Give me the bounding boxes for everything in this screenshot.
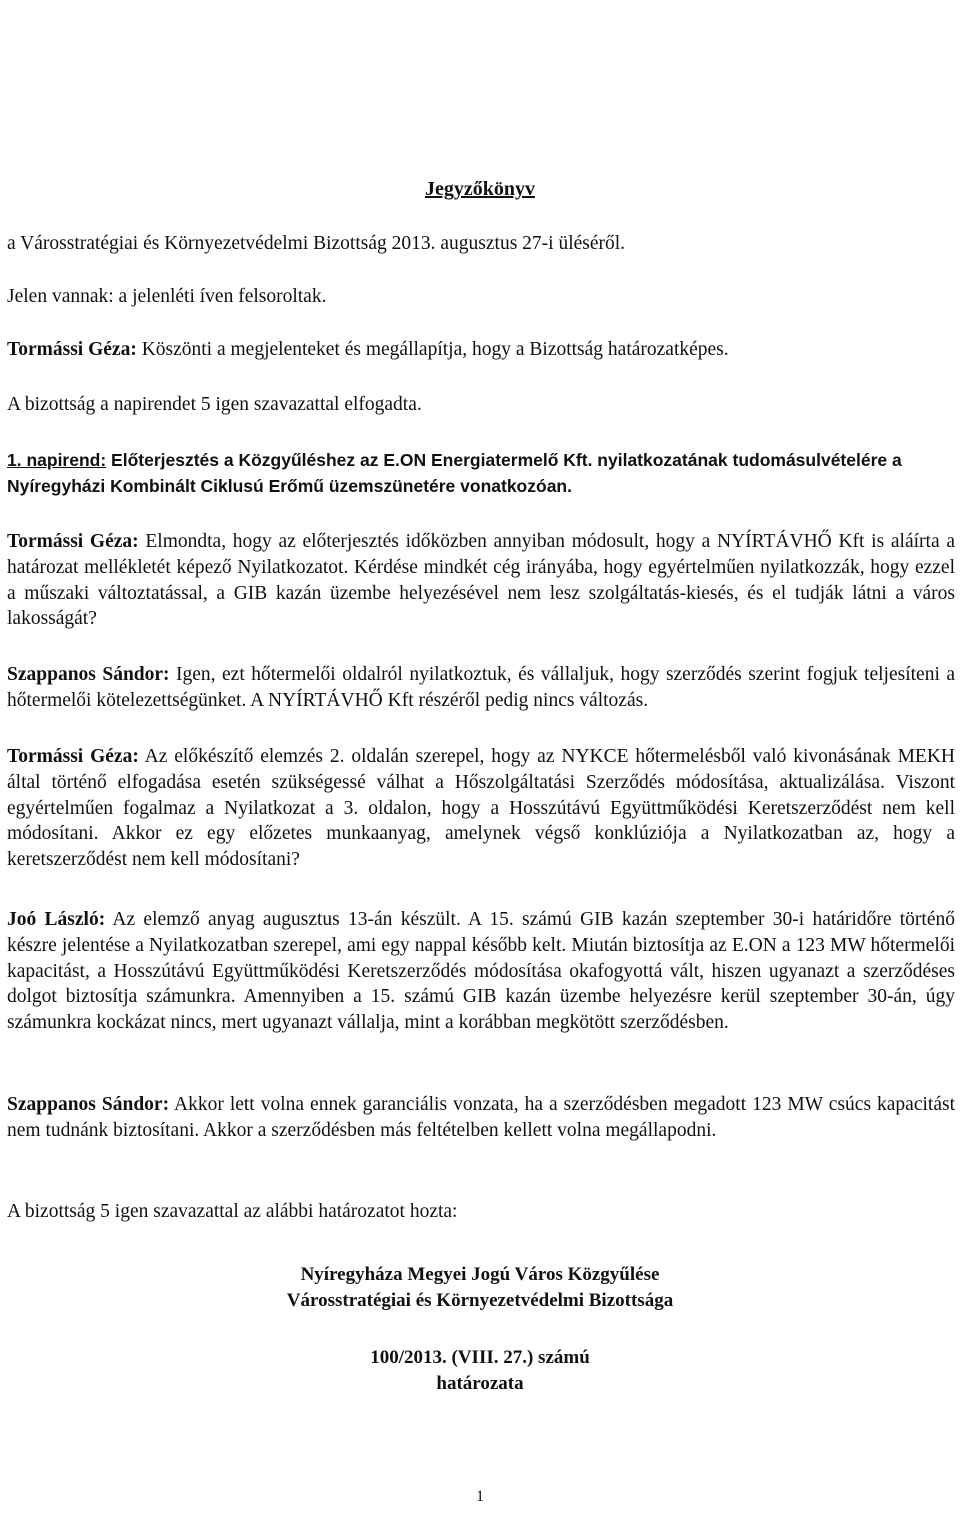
statement-text: Elmondta, hogy az előterjesztés időközben annyiban módosult, hogy a NYÍRTÁVHŐ Kft is aláírta a határozat mellékletét képező Nyilatkozatot. Kérdése mindkét cég irányába, hogy egyértelműen nyilatkozzák, hogy ezzel a műszaki változtatással, a GIB kazán üzembe helyezésével nem lesz szolgáltatás-kiesés, és el tudják látni a város lakosságát? [7,531,955,630]
opening-statement [7,338,729,362]
speaker-name: Joó László: [7,909,106,930]
statement-text: Igen, ezt hőtermelői oldalról nyilatkoztuk, és vállaljuk, hogy szerződés szerint fogjuk teljesíteni a hőtermelői kötelezettségünket. A NYÍRTÁVHŐ Kft részéről pedig nincs változás. [7,664,955,711]
statement-paragraph [7,662,955,714]
statement-text: Az előkészítő elemzés 2. oldalán szerepel, hogy az NYKCE hőtermelésből való kivonásának MEKH által történő elfogadása esetén szükségessé válhat a Hőszolgáltatási Szerződés módosítása, aktualizálása. Viszont egyértelműen fogalmaz a Nyilatkozat a 3. oldalon, hogy a Hosszútávú Együttműködési Keretszerződést nem kell módosítani. Akkor ez egy előzetes munkaanyag, amelynek végső konklúziója a Nyilatkozatban az, hogy a keretszerződést nem kell módosítani? [7,746,955,871]
statement-text: Köszönti a megjelenteket és megállapítja, hogy a Bizottság határozatképes. [136,339,729,360]
issuing-body-line-2: Városstratégiai és Környezetvédelmi Bizottsága [286,1289,674,1311]
speaker-name: Tormássi Géza: [7,531,139,552]
statement-text: Az elemző anyag augusztus 13-án készült. A 15. számú GIB kazán szeptember 30-i határidőre történő készre jelentése a Nyilatkozatban szerepel, ami egy nappal később kelt. Miután biztosítja az E.ON a 123 MW hőtermelői kapacitást, a Hosszútávú Együttműködési Keretszerződés módosítása okafogyottá vált, hiszen ugyanazt a szerződéses dolgot biztosítja számunkra. Amennyiben a 15. számú GIB kazán üzembe helyezésre kerül szeptember 30-án, úgy számunkra kockázat nincs, mert ugyanazt vállalja, mint a korábban megkötött szerződésben. [7,909,955,1034]
resolution-number: 100/2013. (VIII. 27.) számú [370,1347,590,1368]
statement-paragraph [7,744,955,873]
issuing-body [0,1262,960,1313]
resolution-label: határozata [436,1372,524,1394]
statement-paragraph [7,907,955,1036]
page-number: 1 [476,1488,484,1505]
resolution-heading [0,1345,960,1396]
speaker-name: Szappanos Sándor: [7,664,170,685]
resolution-intro-line: A bizottság 5 igen szavazattal az alábbi határozatot hozta: [7,1201,458,1222]
agenda-item [7,448,955,499]
statement-text: Akkor lett volna ennek garanciális vonzata, ha a szerződésben megadott 123 MW csúcs kapacitást nem tudnánk biztosítani. Akkor a szerződésben más feltételben kellett volna megállapodni. [7,1094,955,1141]
agenda-item-label: 1. napirend: [7,450,107,470]
attendance-line: Jelen vannak: a jelenléti íven felsoroltak. [7,286,327,307]
document-title: Jegyzőkönyv [425,178,535,200]
speaker-name: Szappanos Sándor: [7,1094,170,1115]
speaker-name: Tormássi Géza: [7,746,139,767]
agenda-adopted-line: A bizottság a napirendet 5 igen szavazattal elfogadta. [7,394,422,415]
intro-line: a Városstratégiai és Környezetvédelmi Bizottság 2013. augusztus 27-i üléséről. [7,233,626,254]
issuing-body-line-1: Nyíregyháza Megyei Jogú Város Közgyűlése [300,1264,660,1285]
statement-paragraph [7,529,955,632]
speaker-name: Tormássi Géza: [7,339,137,360]
agenda-item-text: Előterjesztés a Közgyűléshez az E.ON Energiatermelő Kft. nyilatkozatának tudomásulvételére a Nyíregyházi Kombinált Ciklusú Erőmű üzemszünetére vonatkozóan. [7,450,902,496]
statement-paragraph [7,1092,955,1144]
